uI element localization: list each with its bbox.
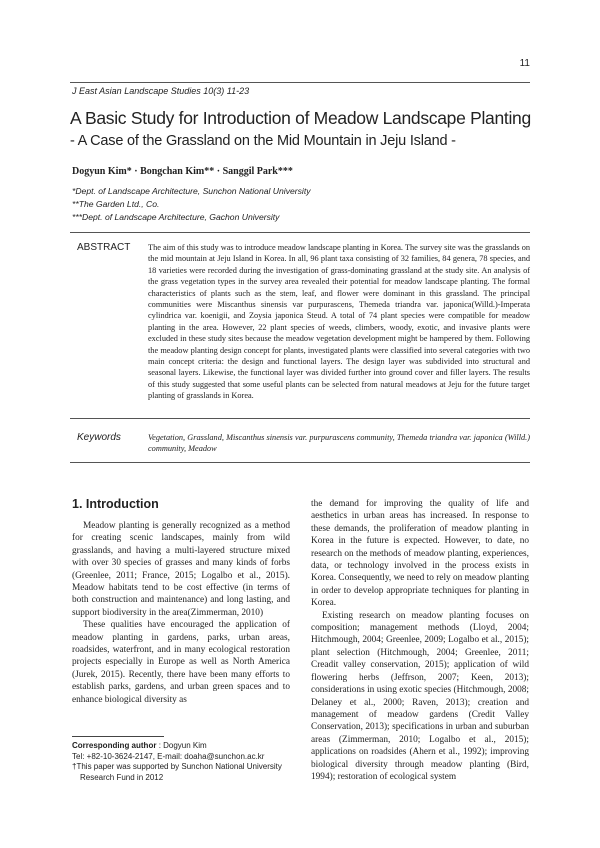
keywords-list: Vegetation, Grassland, Miscanthus sinensis var. purpurascens community, Themeda triandra var. japonica (Willd.) community, Meadow xyxy=(148,433,530,454)
corresponding-label: Corresponding author xyxy=(72,741,157,750)
footnote-rule xyxy=(72,736,164,737)
abstract-bottom-rule xyxy=(70,418,530,419)
left-column xyxy=(72,520,290,706)
keywords-label: Keywords xyxy=(77,432,121,443)
paragraph: These qualities have encouraged the application of meadow planting in gardens, parks, urban areas, roadsides, waterfront, and in many ecological restoration projects especially in Europe as well as North America (Jurek, 2015). Recently, there have been many efforts to establish parks, gardens, and urban green spaces and to enhance biological diversity as xyxy=(72,620,290,705)
keywords-bottom-rule xyxy=(70,462,530,463)
affiliation-1: *Dept. of Landscape Architecture, Sunchon National University xyxy=(72,186,311,196)
affiliations xyxy=(72,185,311,224)
paragraph: Existing research on meadow planting focuses on composition; management methods (Lloyd, 2004; Hitchmough, 2004; Greenlee, 2009; Logalbo et al., 2015); plant selection (Hitchmough, 2004; Greenlee, 2011; Creadit valley conservation, 2015); application of wild flowering herbs (Jeffrson, 2007; Keen, 2013); considerations in using exotic species (Hitchmough, 2008; Delaney et al., 2000; Raven, 2013); creation and management of meadow gardens (Credit Valley Conservation, 2013); specifications in urban and suburban areas (Zimmerman, 2010; Logalbo et al., 2015); applications on roadsides (Ahern et al., 1992); improving biological diversity through meadow planting (Bird, 1994); restoration of ecological system xyxy=(311,610,529,782)
affiliation-3: ***Dept. of Landscape Architecture, Gachon University xyxy=(72,212,280,222)
funding-note-cont: Research Fund in 2012 xyxy=(80,772,164,782)
paragraph: the demand for improving the quality of life and aesthetics in urban areas has increased. In response to these demands, the proliferation of meadow planting in Korea in the future is expected. However, to date, no research on the methods of meadow planting, experiences, data, or technology involved in the process exists in Korea. Consequently, we need to rely on meadow planting in order to develop appropriate techniques for planting in Korea. xyxy=(311,499,529,609)
abstract-top-rule xyxy=(70,232,530,233)
corresponding-name: : Dogyun Kim xyxy=(158,741,207,750)
author-list: Dogyun Kim* · Bongchan Kim** · Sanggil Park*** xyxy=(72,166,293,177)
abstract-body: The aim of this study was to introduce meadow landscape planting in Korea. The survey site was the grasslands on the mid mountain at Jeju Island in Korea. In all, 96 plant taxa consisting of 32 families, 84 genera, 78 species, and 18 varieties were recorded during the investigation of grass-dominating grassland at the study site. An analysis of the grass vegetation types in the survey area revealed their potential for meadow landscape planting. The formal characteristics of plants such as the stem, leaf, and flower were dominant in this grassland. The principal communities were Miscanthus sinensis var purpurascens, Themeda triandra var. japonica(Willd.)-Imperata cylindrica var. koenigii, and Zoysia japonica Steud. A total of 74 plant species were compatible for meadow planting in the area. However, 22 plant species of weeds, climbers, woody, exotic, and invasive plants were excluded in these study sites because the meadow vegetation development might be hampered by them. Following the meadow planting design concept for plants, investigated plants were classified into several categories with two main concept criteria: the design and functional layers. The design layer was subdivided into structural and seasonal layers. Likewise, the functional layer was divided further into ground cover and filler layers. The results of this study suggested that some useful plants can be selected from natural meadows at Jeju for the future target planting of grasslands in Korea. xyxy=(148,243,530,401)
header-rule xyxy=(70,82,530,83)
section-heading-introduction: 1. Introduction xyxy=(72,497,159,511)
funding-note: †This paper was supported by Sunchon National University xyxy=(72,762,282,771)
affiliation-2: **The Garden Ltd., Co. xyxy=(72,199,160,209)
right-column xyxy=(311,498,529,783)
paper-subtitle: - A Case of the Grassland on the Mid Mountain in Jeju Island - xyxy=(70,133,456,149)
contact-info: Tel: +82-10-3624-2147, E-mail: doaha@sunchon.ac.kr xyxy=(72,751,265,761)
page-number: 11 xyxy=(519,58,530,69)
footnote xyxy=(72,741,297,783)
paper-title: A Basic Study for Introduction of Meadow Landscape Planting xyxy=(70,108,531,128)
corresponding-author xyxy=(72,741,297,752)
paragraph: Meadow planting is generally recognized as a method for creating scenic landscapes, mainly from wild grasslands, and having a multi-layered structure mixed with over 30 species of grasses and many kinds of forbs (Greenlee, 2011; France, 2015; Logalbo et al., 2015). Meadow habitats tend to be cost effective (in terms of both construction and maintenance) and long lasting, and support biodiversity in the area(Zimmerman, 2010) xyxy=(72,521,290,618)
abstract-label: ABSTRACT xyxy=(77,242,131,253)
journal-citation: J East Asian Landscape Studies 10(3) 11-23 xyxy=(72,86,250,96)
